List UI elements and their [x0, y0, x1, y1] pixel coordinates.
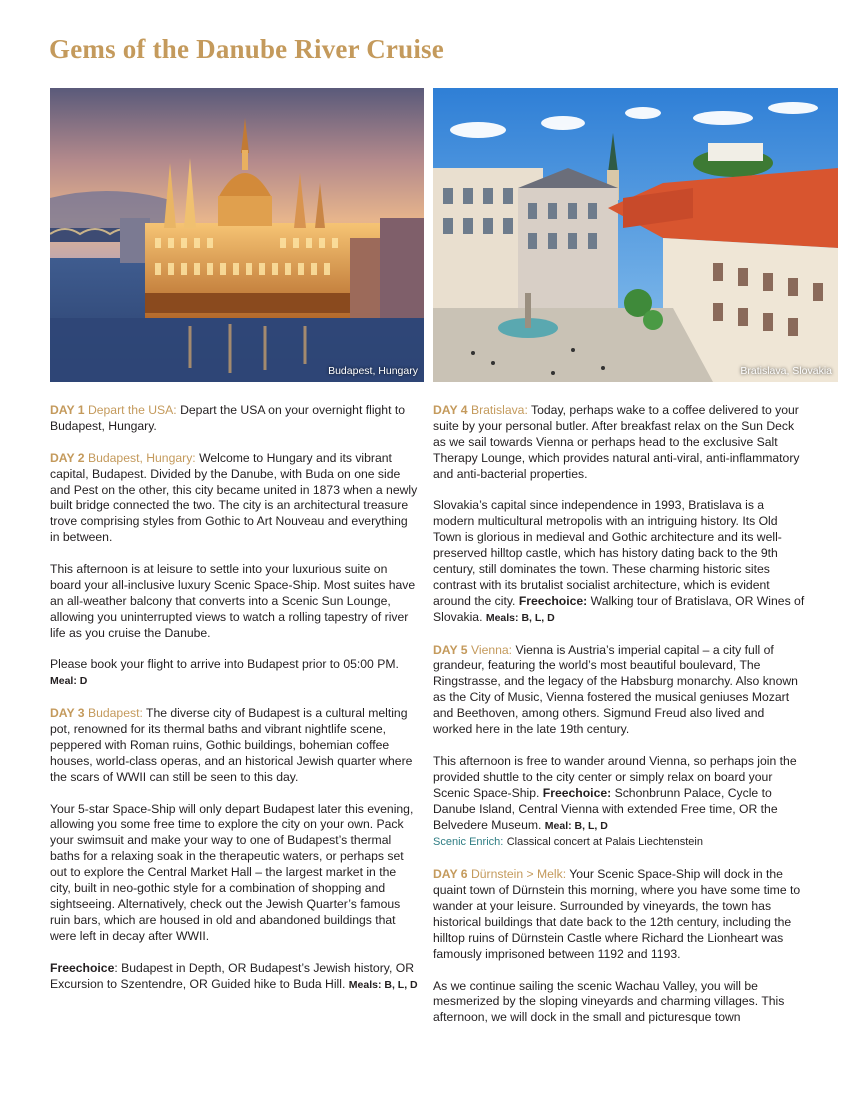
day5-freechoice-label: Freechoice: [542, 785, 612, 800]
day5-text: Vienna is Austria’s imperial capital – a city full of grandeur, featuring the world’s most beautiful boulevard, The Ringstrasse, and the legacy of the Habsburg monarchy. Also known as the City of Music, Vienna fostered the musical geniuses Mozart and Beethoven, among others. Sigmund Freud also lived and worked here in the late 19th century. [433, 642, 798, 737]
day5-enrich-label: Scenic Enrich: [433, 836, 504, 849]
day3-freechoice-text: : Budapest in Depth, OR Budapest’s Jewish history, OR Excursion to Szentendre, OR Guided hike to Buda Hill. [50, 960, 414, 991]
day3-paragraph-2: Your 5-star Space-Ship will only depart Budapest later this evening, allowing you some free time to explore the city on your own. Pack your swimsuit and make your way to one of Budapest’s thermal baths for a relaxing soak in the therapeutic waters, or perhaps set out to explore the Central Market Hall – the largest market in the city, built in neo-gothic style for a combination of shopping and sightseeing. Alternatively, check out the Jewish Quarter’s famous ruin bars, which are housed in old and abandoned buildings that were left in decay after WWII. [50, 801, 414, 943]
day6-place: Dürnstein > Melk: [470, 867, 567, 882]
day6-section [433, 867, 805, 962]
day5-enrich [433, 834, 805, 851]
day4-freechoice-text: Walking tour of Bratislava, OR Wines of Slovakia. [433, 593, 805, 624]
itinerary-column-right [433, 403, 805, 1042]
day1-place: Depart the USA: [87, 403, 177, 417]
day2-text: Welcome to Hungary and its vibrant capital, Budapest. Divided by the Danube, with Buda on one side and Pest on the other, this city became united in 1873 when a newly built bridge connected the two. The city is an architectural treasure trove comprising styles from Gothic to Art Nouveau and everything in between. [50, 450, 418, 545]
day2-meals: Meal: D [50, 675, 88, 688]
day2-number: DAY 2 [50, 450, 85, 465]
day6-number: DAY 6 [433, 867, 468, 882]
day5-place: Vienna: [470, 642, 513, 657]
day3-freechoice [50, 961, 420, 994]
day4-section [433, 403, 805, 483]
bratislava-photo [433, 88, 838, 382]
day3-place: Budapest: [87, 706, 143, 721]
page-title: Gems of the Danube River Cruise [49, 34, 444, 64]
day4-history: Slovakia’s capital since independence in 1993, Bratislava is a modern multicultural metropolis with an intriguing history. Its Old Town is glorious in medieval and Gothic architecture and its well-preserved hilltop castle, which has history dating back to the 9th century, still dominates the town. These charming historic sites contrast with its brutalist socialist architecture, which is evident around the city. [433, 498, 782, 608]
day2-place: Budapest, Hungary: [87, 450, 196, 465]
day5-enrich-text: Classical concert at Palais Liechtenstein [506, 836, 703, 849]
bratislava-caption: Bratislava, Slovakia [740, 365, 832, 377]
day4-meals: Meals: B, L, D [485, 611, 555, 624]
day5-meals: Meal: B, L, D [544, 819, 608, 832]
day2-flight-note: Please book your flight to arrive into Budapest prior to 05:00 PM. [50, 657, 399, 672]
budapest-caption: Budapest, Hungary [328, 365, 418, 377]
day4-freechoice-label: Freechoice: [518, 593, 588, 608]
day6-paragraph-2: As we continue sailing the scenic Wachau Valley, you will be mesmerized by the sloping vineyards and charming villages. This afternoon, we will dock in the small and picturesque town [433, 978, 785, 1025]
day5-number: DAY 5 [433, 642, 468, 657]
day4-place: Bratislava: [470, 403, 528, 417]
day2-paragraph-2: This afternoon is at leisure to settle into your luxurious suite on board your all-inclusive luxury Scenic Space-Ship. Most suites have an all-weather balcony that converts into a Scenic Sun Lounge, allowing you uninterrupted views to watch a rolling tapestry of river life as you cruise the Danube. [50, 562, 416, 640]
itinerary-column-left [50, 403, 420, 1009]
day4-number: DAY 4 [433, 403, 468, 417]
budapest-photo [50, 88, 424, 382]
day5-paragraph-2 [433, 754, 805, 835]
day1-section [50, 403, 420, 435]
day2-section [50, 451, 420, 546]
day3-text: The diverse city of Budapest is a cultural melting pot, renowned for its thermal baths and vibrant nightlife scene, peppered with Roman ruins, Gothic buildings, bohemian coffee houses, world-class operas, and an historical Jewish quarter where the scars of WWII can still be seen to this day. [50, 706, 413, 784]
day5-freechoice-text: Schonbrunn Palace, Cycle to Danube Island, Central Vienna with extended Free time, OR the Belvedere Museum. [433, 785, 778, 832]
day3-meals: Meals: B, L, D [348, 978, 418, 991]
day4-text: Today, perhaps wake to a coffee delivered to your suite by your personal butler. After breakfast relax on the Sun Deck as we sail towards Vienna or perhaps head to the exclusive Salt Therapy Lounge, which provides natural anti-viral, anti-inflammatory and anti-bacterial properties. [433, 403, 800, 481]
day3-freechoice-label: Freechoice [50, 960, 115, 975]
day3-number: DAY 3 [50, 706, 85, 721]
day4-paragraph-2 [433, 498, 805, 626]
day1-number: DAY 1 [50, 403, 85, 417]
day6-text: Your Scenic Space-Ship will dock in the quaint town of Dürnstein this morning, where you have some time to wander at your leisure. Surrounded by vineyards, the town has historical buildings that date back to the 12th century, including the hilltop ruins of Dürnstein Castle where Richard the Lionheart was famously imprisoned between 1192 and 1193. [433, 867, 801, 961]
day2-paragraph-3 [50, 657, 420, 690]
day5-afternoon: This afternoon is free to wander around Vienna, so perhaps join the provided shuttle to the city center or simply relax on board your Scenic Space-Ship. [433, 753, 797, 800]
day5-section [433, 643, 805, 738]
day3-section [50, 706, 420, 786]
day1-text: Depart the USA on your overnight flight to Budapest, Hungary. [50, 403, 406, 433]
